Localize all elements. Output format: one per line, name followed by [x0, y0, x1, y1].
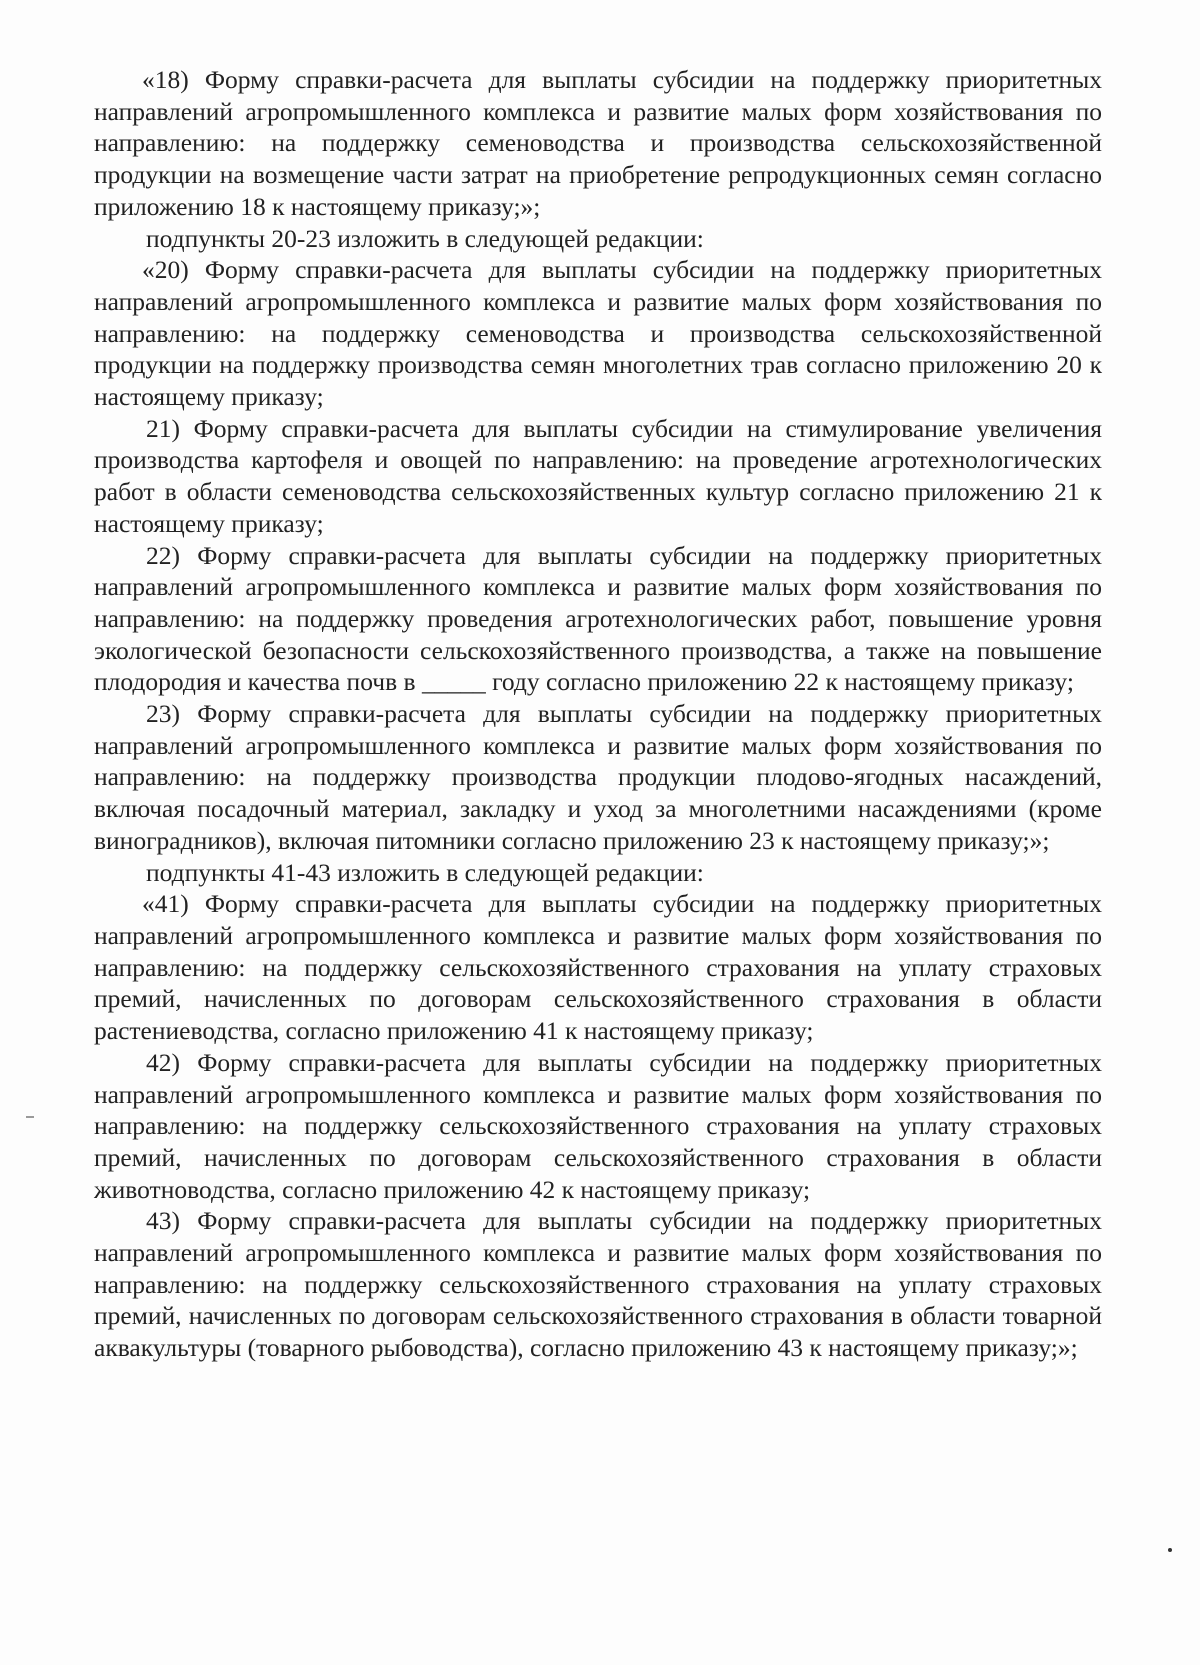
paragraph-item-42: 42) Форму справки-расчета для выплаты субсидии на поддержку приоритетных направлений агропромышленного комплекса и развитие малых форм хозяйствования по направлению: на поддержку сельскохозяйственного страхования на уплату страховых премий, начисленных по договорам сельскохозяйственного страхования в области животноводства, согласно приложению 42 к настоящему приказу;	[94, 1047, 1102, 1204]
scan-dot-mark	[1168, 1548, 1172, 1552]
paragraph-instruction-41-43: подпункты 41-43 изложить в следующей редакции:	[146, 857, 704, 887]
paragraph-item-22: 22) Форму справки-расчета для выплаты субсидии на поддержку приоритетных направлений агропромышленного комплекса и развитие малых форм хозяйствования по направлению: на поддержку проведения агротехнологических работ, повышение уровня экологической безопасности сельскохозяйственного производства, а также на повышение плодородия и качества почв в _____ году согласно приложению 22 к настоящему приказу;	[94, 540, 1102, 697]
paragraph-item-18: «18) Форму справки-расчета для выплаты субсидии на поддержку приоритетных направлений агропромышленного комплекса и развитие малых форм хозяйствования по направлению: на поддержку семеноводства и производства сельскохозяйственной продукции на возмещение части затрат на приобретение репродукционных семян согласно приложению 18 к настоящему приказу;»;	[94, 65, 1102, 221]
paragraph-item-21: 21) Форму справки-расчета для выплаты субсидии на стимулирование увеличения производства картофеля и овощей по направлению: на проведение агротехнологических работ в области семеноводства сельскохозяйственных культур согласно приложению 21 к настоящему приказу;	[94, 413, 1102, 538]
paragraph-item-23: 23) Форму справки-расчета для выплаты субсидии на поддержку приоритетных направлений агропромышленного комплекса и развитие малых форм хозяйствования по направлению: на поддержку производства продукции плодово-ягодных насаждений, включая посадочный материал, закладку и уход за многолетними насаждениями (кроме виноградников), включая питомники согласно приложению 23 к настоящему приказу;»;	[94, 699, 1102, 855]
paragraph-item-43: 43) Форму справки-расчета для выплаты субсидии на поддержку приоритетных направлений агропромышленного комплекса и развитие малых форм хозяйствования по направлению: на поддержку сельскохозяйственного страхования на уплату страховых премий, начисленных по договорам сельскохозяйственного страхования в области товарной аквакультуры (товарного рыбоводства), согласно приложению 43 к настоящему приказу;»;	[94, 1206, 1102, 1363]
paragraph-item-41: «41) Форму справки-расчета для выплаты субсидии на поддержку приоритетных направлений агропромышленного комплекса и развитие малых форм хозяйствования по направлению: на поддержку сельскохозяйственного страхования на уплату страховых премий, начисленных по договорам сельскохозяйственного страхования в области растениеводства, согласно приложению 41 к настоящему приказу;	[94, 889, 1102, 1046]
paragraph-instruction-20-23: подпункты 20-23 изложить в следующей редакции:	[146, 223, 704, 253]
scan-speck-mark	[26, 1116, 34, 1118]
paragraph-item-20: «20) Форму справки-расчета для выплаты субсидии на поддержку приоритетных направлений агропромышленного комплекса и развитие малых форм хозяйствования по направлению: на поддержку семеноводства и производства сельскохозяйственной продукции на поддержку производства семян многолетних трав согласно приложению 20 к настоящему приказу;	[94, 255, 1102, 412]
document-body	[94, 64, 1102, 1364]
